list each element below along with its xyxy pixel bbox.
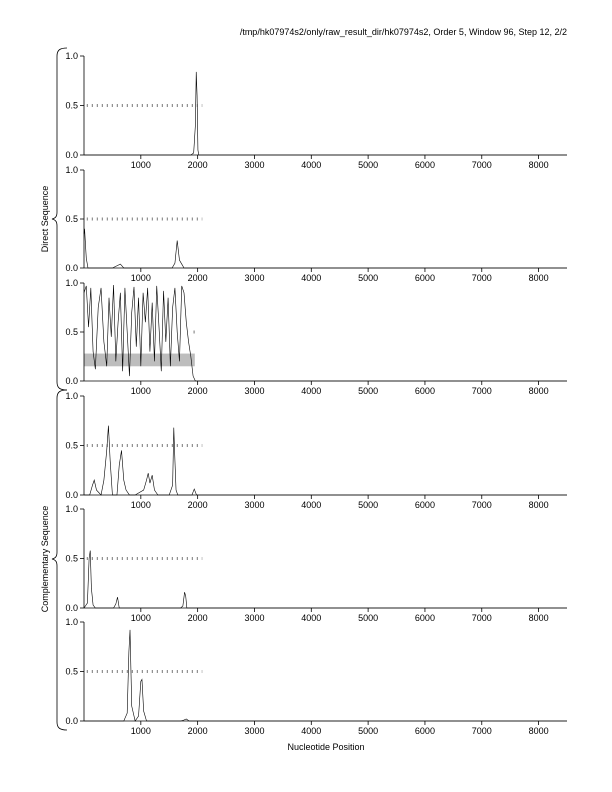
x-tick-label: 2000 bbox=[187, 613, 208, 623]
x-tick-label: 3000 bbox=[244, 726, 265, 736]
x-tick-label: 6000 bbox=[414, 500, 435, 510]
x-tick-label: 5000 bbox=[358, 613, 379, 623]
y-tick-label: 0.0 bbox=[65, 603, 78, 613]
x-tick-label: 4000 bbox=[301, 613, 322, 623]
x-tick-label: 7000 bbox=[471, 160, 492, 170]
x-tick-label: 3000 bbox=[244, 160, 265, 170]
x-tick-label: 4000 bbox=[301, 273, 322, 283]
x-tick-label: 1000 bbox=[130, 613, 151, 623]
y-tick-label: 1.0 bbox=[65, 617, 78, 627]
x-tick-label: 6000 bbox=[414, 160, 435, 170]
x-tick-label: 7000 bbox=[471, 273, 492, 283]
y-tick-label: 0.5 bbox=[65, 327, 78, 337]
y-tick-label: 1.0 bbox=[65, 165, 78, 175]
x-tick-label: 7000 bbox=[471, 386, 492, 396]
series-line bbox=[84, 72, 567, 155]
x-tick-label: 1000 bbox=[130, 160, 151, 170]
series-line bbox=[84, 551, 567, 608]
x-tick-label: 8000 bbox=[528, 613, 549, 623]
x-tick-label: 2000 bbox=[187, 726, 208, 736]
y-tick-label: 0.0 bbox=[65, 376, 78, 386]
x-tick-label: 7000 bbox=[471, 726, 492, 736]
confidence-band bbox=[84, 354, 195, 367]
series-line bbox=[84, 426, 567, 495]
x-tick-label: 8000 bbox=[528, 386, 549, 396]
complementary-group bbox=[40, 390, 67, 730]
y-tick-label: 1.0 bbox=[65, 504, 78, 514]
direct-group bbox=[40, 48, 67, 390]
x-tick-label: 8000 bbox=[528, 160, 549, 170]
panel-4 bbox=[65, 391, 567, 510]
complementary-label: Complementary Sequence bbox=[40, 505, 50, 613]
direct-label: Direct Sequence bbox=[40, 185, 50, 253]
x-tick-label: 4000 bbox=[301, 386, 322, 396]
y-tick-label: 0.0 bbox=[65, 716, 78, 726]
x-tick-label: 1000 bbox=[130, 386, 151, 396]
y-tick-label: 0.5 bbox=[65, 666, 78, 677]
series-line bbox=[84, 285, 567, 381]
y-tick-label: 1.0 bbox=[65, 51, 78, 61]
y-tick-label: 0.0 bbox=[65, 490, 78, 500]
x-tick-label: 6000 bbox=[414, 613, 435, 623]
y-tick-label: 1.0 bbox=[65, 278, 78, 288]
x-tick-label: 1000 bbox=[130, 726, 151, 736]
x-tick-label: 7000 bbox=[471, 613, 492, 623]
x-tick-label: 3000 bbox=[244, 500, 265, 510]
x-tick-label: 6000 bbox=[414, 273, 435, 283]
x-tick-label: 7000 bbox=[471, 500, 492, 510]
x-tick-label: 6000 bbox=[414, 726, 435, 736]
x-tick-label: 2000 bbox=[187, 273, 208, 283]
x-tick-label: 1000 bbox=[130, 500, 151, 510]
x-tick-label: 1000 bbox=[130, 273, 151, 283]
x-tick-label: 5000 bbox=[358, 500, 379, 510]
x-tick-label: 5000 bbox=[358, 386, 379, 396]
y-tick-label: 0.5 bbox=[65, 553, 78, 564]
page-title: /tmp/hk07974s2/only/raw_result_dir/hk07974s2, Order 5, Window 96, Step 12, 2/2 bbox=[239, 27, 567, 37]
y-tick-label: 0.0 bbox=[65, 150, 78, 160]
series-line bbox=[84, 630, 567, 721]
y-tick-label: 0.5 bbox=[65, 440, 78, 451]
y-tick-label: 0.5 bbox=[65, 100, 78, 111]
x-tick-label: 8000 bbox=[528, 273, 549, 283]
x-tick-label: 2000 bbox=[187, 386, 208, 396]
x-tick-label: 5000 bbox=[358, 160, 379, 170]
y-tick-label: 1.0 bbox=[65, 391, 78, 401]
x-tick-label: 4000 bbox=[301, 500, 322, 510]
series-line bbox=[84, 229, 567, 268]
y-tick-label: 0.5 bbox=[65, 214, 78, 224]
x-tick-label: 6000 bbox=[414, 386, 435, 396]
panel-5 bbox=[65, 504, 567, 623]
x-tick-label: 2000 bbox=[187, 500, 208, 510]
x-tick-label: 3000 bbox=[244, 386, 265, 396]
y-tick-label: 0.0 bbox=[65, 263, 78, 273]
x-tick-label: 2000 bbox=[187, 160, 208, 170]
x-tick-label: 4000 bbox=[301, 160, 322, 170]
x-tick-label: 3000 bbox=[244, 273, 265, 283]
panel-2 bbox=[65, 165, 567, 283]
panel-1 bbox=[65, 51, 567, 170]
x-tick-label: 8000 bbox=[528, 726, 549, 736]
panels bbox=[65, 51, 567, 736]
x-tick-label: 8000 bbox=[528, 500, 549, 510]
x-tick-label: 3000 bbox=[244, 613, 265, 623]
x-tick-label: 5000 bbox=[358, 273, 379, 283]
panel-6 bbox=[65, 617, 567, 736]
x-axis-label: Nucleotide Position bbox=[287, 742, 365, 752]
x-tick-label: 4000 bbox=[301, 726, 322, 736]
x-tick-label: 5000 bbox=[358, 726, 379, 736]
panel-3 bbox=[65, 278, 567, 396]
